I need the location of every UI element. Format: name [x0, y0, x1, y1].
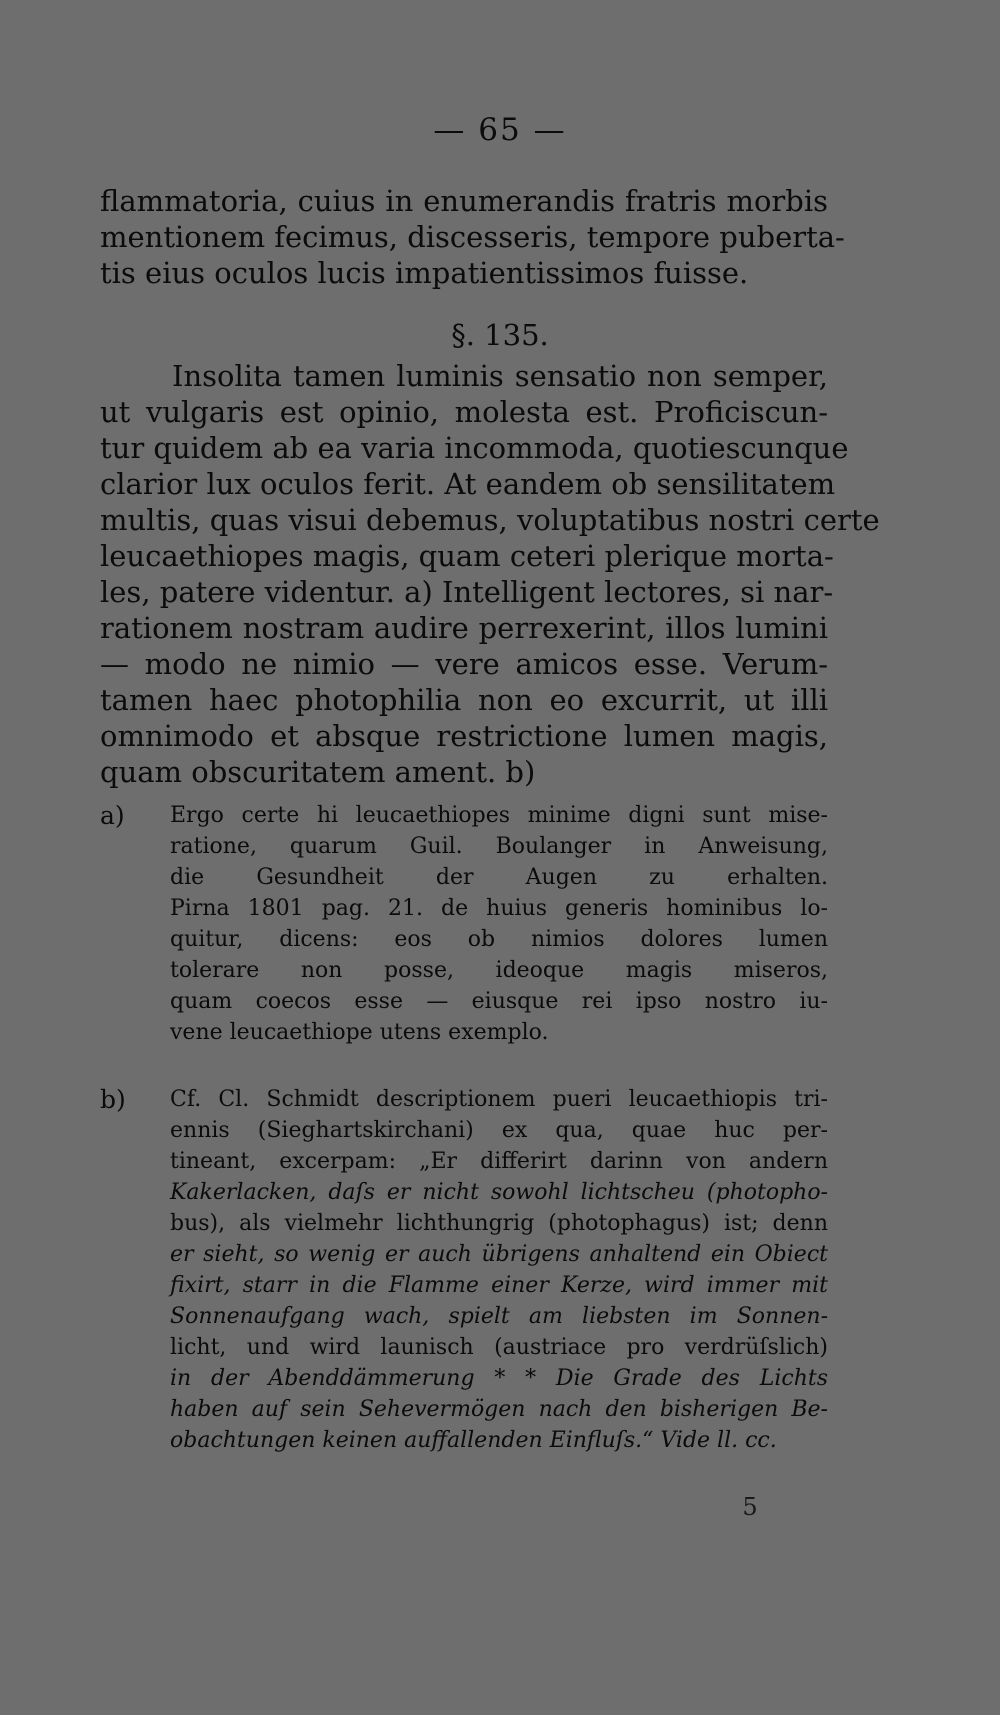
footnote-line: in der Abenddämmerung * * Die Grade des Lichts	[170, 1366, 828, 1391]
text-line: ut vulgaris est opinio, molesta est. Proficiscun-	[100, 395, 828, 429]
text-line: multis, quas visui debemus, voluptatibus nostri certe	[100, 503, 880, 537]
section-heading: §. 135.	[451, 318, 549, 352]
footnote-line: er sieht, so wenig er auch übrigens anhaltend ein Obiect	[170, 1242, 828, 1267]
footnote-line: vene leucaethiope utens exemplo.	[170, 1020, 549, 1045]
text-line: tamen haec photophilia non eo excurrit, ut illi	[100, 683, 828, 717]
text-line: quam obscuritatem ament. b)	[100, 755, 536, 789]
footnote-line: obachtungen keinen auffallenden Einfluſs.“ Vide ll. cc.	[170, 1428, 777, 1453]
text-line: tis eius oculos lucis impatientissimos fuisse.	[100, 256, 749, 290]
footnote-line: die Gesundheit der Augen zu erhalten.	[170, 865, 828, 890]
footnote-line: haben auf sein Sehevermögen nach den bisherigen Be-	[170, 1397, 828, 1422]
footnote-line: quitur, dicens: eos ob nimios dolores lumen	[170, 927, 828, 952]
footnote-line: licht, und wird launisch (austriace pro verdrüſslich)	[170, 1335, 828, 1360]
text-line: Insolita tamen luminis sensatio non semper,	[172, 359, 828, 393]
footnote-mark: b)	[100, 1085, 126, 1114]
intro-text	[100, 183, 845, 291]
footnote-line: Ergo certe hi leucaethiopes minime digni sunt mise-	[170, 803, 828, 828]
text-line: flammatoria, cuius in enumerandis fratris morbis	[100, 184, 828, 218]
footnote-line: tolerare non posse, ideoque magis miseros,	[170, 958, 828, 983]
footnote-mark: a)	[100, 801, 125, 830]
text-line: les, patere videntur. a) Intelligent lectores, si nar-	[100, 575, 834, 609]
text-line: omnimodo et absque restrictione lumen magis,	[100, 719, 828, 753]
text-line: mentionem fecimus, discesseris, tempore puberta-	[100, 220, 845, 254]
footnote-line: quam coecos esse — eiusque rei ipso nostro iu-	[170, 989, 828, 1014]
footnote-line: Kakerlacken, daſs er nicht sowohl lichtscheu (photopho-	[170, 1180, 828, 1205]
signature-mark: 5	[742, 1493, 758, 1521]
text-line: rationem nostram audire perrexerint, illos lumini	[100, 611, 828, 645]
page-number: — 65 —	[433, 112, 567, 148]
text-line: tur quidem ab ea varia incommoda, quotiescunque	[100, 431, 849, 465]
footnote-a	[100, 800, 828, 1048]
text-line: — modo ne nimio — vere amicos esse. Verum-	[100, 647, 828, 681]
footnote-line: tineant, excerpam: „Er differirt darinn von andern	[170, 1149, 828, 1174]
footnote-line: ennis (Sieghartskirchani) ex qua, quae huc per-	[170, 1118, 828, 1143]
footnote-line: ratione, quarum Guil. Boulanger in Anweisung,	[170, 834, 828, 859]
footnote-line: Pirna 1801 pag. 21. de huius generis hominibus lo-	[170, 896, 828, 921]
text-line: leucaethiopes magis, quam ceteri plerique morta-	[100, 539, 834, 573]
footnote-line: Sonnenaufgang wach, spielt am liebsten im Sonnen-	[170, 1304, 828, 1329]
text-line: clarior lux oculos ferit. At eandem ob sensilitatem	[100, 467, 836, 501]
footnote-line: Cf. Cl. Schmidt descriptionem pueri leucaethiopis tri-	[170, 1087, 828, 1112]
footnote-b	[100, 1084, 828, 1456]
main-paragraph	[100, 358, 880, 790]
footnote-line: bus), als vielmehr lichthungrig (photophagus) ist; denn	[170, 1211, 828, 1236]
footnote-line: fixirt, starr in die Flamme einer Kerze, wird immer mit	[170, 1273, 828, 1298]
